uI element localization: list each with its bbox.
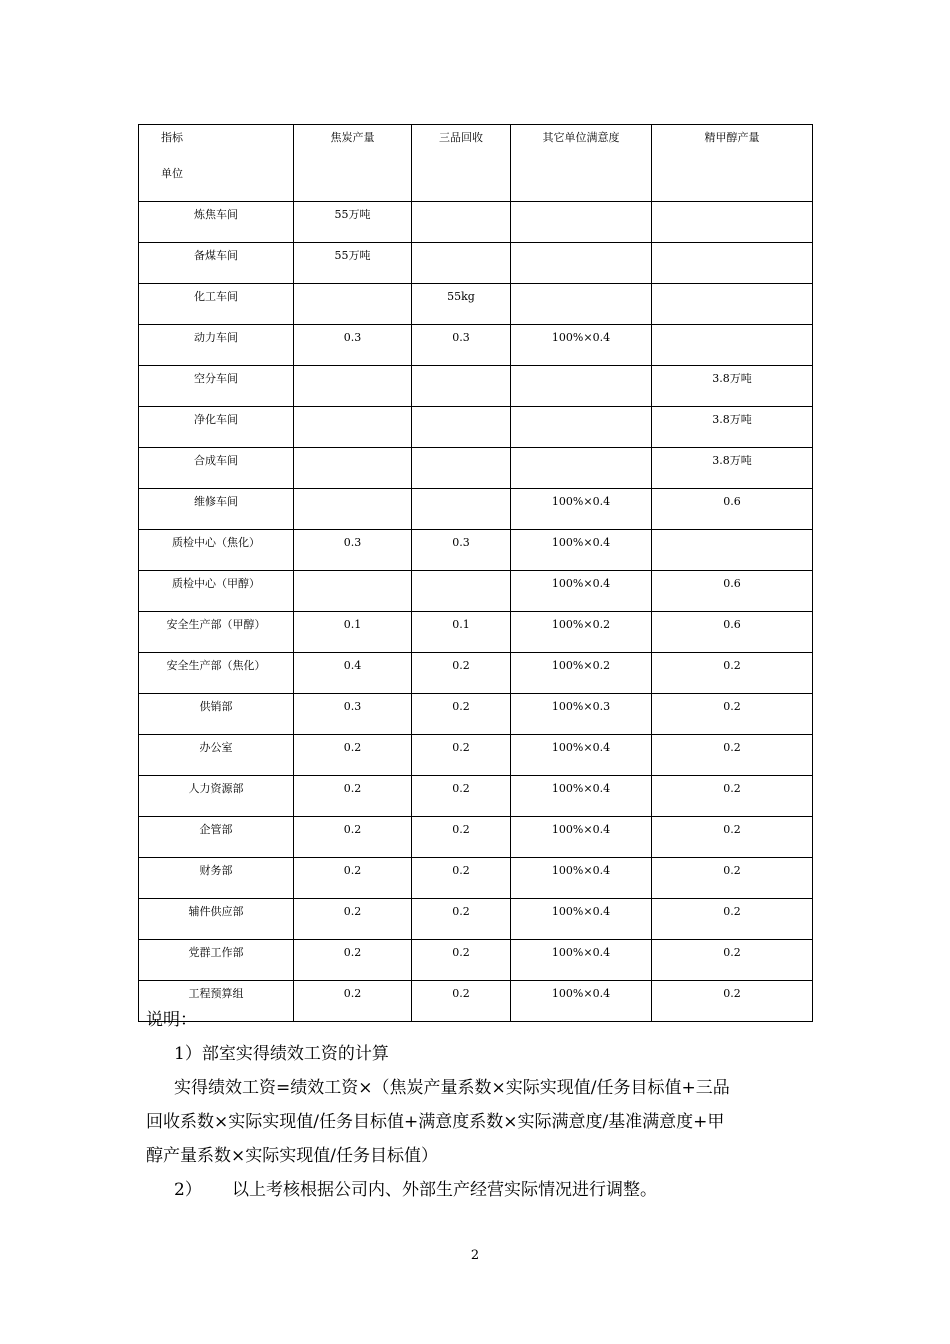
coke-output-cell: 0.2 [294, 940, 412, 981]
unit-name-cell: 供销部 [139, 694, 294, 735]
methanol-output-cell: 0.2 [652, 899, 813, 940]
unit-name-cell: 人力资源部 [139, 776, 294, 817]
recovery-cell [412, 202, 511, 243]
unit-name-cell: 安全生产部（甲醇） [139, 612, 294, 653]
header-satisfaction: 其它单位满意度 [511, 125, 652, 202]
unit-name-cell: 动力车间 [139, 325, 294, 366]
methanol-output-cell: 0.2 [652, 653, 813, 694]
coke-output-cell: 0.3 [294, 325, 412, 366]
coke-output-cell: 0.1 [294, 612, 412, 653]
unit-name-cell: 财务部 [139, 858, 294, 899]
unit-name-cell: 工程预算组 [139, 981, 294, 1022]
methanol-output-cell [652, 243, 813, 284]
recovery-cell [412, 489, 511, 530]
recovery-cell [412, 448, 511, 489]
methanol-output-cell: 0.2 [652, 940, 813, 981]
table-header-row [139, 125, 813, 202]
methanol-output-cell: 0.2 [652, 817, 813, 858]
methanol-output-cell [652, 284, 813, 325]
satisfaction-cell: 100%×0.4 [511, 899, 652, 940]
unit-name-cell: 化工车间 [139, 284, 294, 325]
recovery-cell: 55kg [412, 284, 511, 325]
satisfaction-cell: 100%×0.4 [511, 571, 652, 612]
methanol-output-cell: 0.2 [652, 858, 813, 899]
table-row [139, 940, 813, 981]
table-row [139, 366, 813, 407]
methanol-output-cell: 0.6 [652, 489, 813, 530]
coke-output-cell: 0.2 [294, 817, 412, 858]
table-row [139, 448, 813, 489]
table-row [139, 530, 813, 571]
recovery-cell: 0.2 [412, 653, 511, 694]
satisfaction-cell [511, 202, 652, 243]
notes-formula-line-2: 回收系数×实际实现值/任务目标值+满意度系数×实际满意度/基准满意度+甲 [146, 1112, 725, 1132]
table-row [139, 284, 813, 325]
unit-name-cell: 维修车间 [139, 489, 294, 530]
coke-output-cell: 55万吨 [294, 202, 412, 243]
unit-name-cell: 备煤车间 [139, 243, 294, 284]
notes-formula-line-3: 醇产量系数×实际实现值/任务目标值） [146, 1146, 438, 1166]
coke-output-cell: 0.2 [294, 981, 412, 1022]
table-row [139, 735, 813, 776]
satisfaction-cell: 100%×0.4 [511, 817, 652, 858]
header-indicator-label: 指标 [161, 131, 183, 144]
unit-name-cell: 质检中心（焦化） [139, 530, 294, 571]
satisfaction-cell [511, 243, 652, 284]
unit-name-cell: 净化车间 [139, 407, 294, 448]
satisfaction-cell: 100%×0.4 [511, 735, 652, 776]
header-coke-output: 焦炭产量 [294, 125, 412, 202]
methanol-output-cell: 0.2 [652, 776, 813, 817]
recovery-cell [412, 407, 511, 448]
recovery-cell: 0.2 [412, 694, 511, 735]
satisfaction-cell [511, 407, 652, 448]
coke-output-cell: 0.2 [294, 899, 412, 940]
table-row [139, 571, 813, 612]
notes-item-2-text: 以上考核根据公司内、外部生产经营实际情况进行调整。 [232, 1180, 657, 1200]
recovery-cell: 0.1 [412, 612, 511, 653]
recovery-cell: 0.3 [412, 325, 511, 366]
coke-output-cell: 0.2 [294, 735, 412, 776]
table-row [139, 325, 813, 366]
header-byproduct-recovery: 三品回收 [412, 125, 511, 202]
notes-formula-line-1: 实得绩效工资=绩效工资×（焦炭产量系数×实际实现值/任务目标值+三品 [174, 1078, 730, 1098]
satisfaction-cell: 100%×0.4 [511, 530, 652, 571]
notes-item-1-title: 1）部室实得绩效工资的计算 [174, 1044, 389, 1064]
satisfaction-cell: 100%×0.4 [511, 940, 652, 981]
methanol-output-cell [652, 530, 813, 571]
table-row [139, 694, 813, 735]
satisfaction-cell: 100%×0.4 [511, 776, 652, 817]
unit-name-cell: 辅件供应部 [139, 899, 294, 940]
header-unit-label: 单位 [161, 167, 183, 180]
recovery-cell [412, 571, 511, 612]
coke-output-cell: 0.3 [294, 530, 412, 571]
recovery-cell: 0.2 [412, 981, 511, 1022]
methanol-output-cell: 3.8万吨 [652, 448, 813, 489]
table-row [139, 407, 813, 448]
coke-output-cell [294, 407, 412, 448]
unit-name-cell: 空分车间 [139, 366, 294, 407]
coke-output-cell [294, 366, 412, 407]
satisfaction-cell: 100%×0.4 [511, 858, 652, 899]
table-row [139, 899, 813, 940]
recovery-cell: 0.2 [412, 817, 511, 858]
coke-output-cell [294, 448, 412, 489]
recovery-cell: 0.2 [412, 735, 511, 776]
notes-section [146, 1003, 816, 1207]
header-corner-cell [139, 125, 294, 202]
notes-item-2-number: 2） [174, 1180, 202, 1200]
satisfaction-cell: 100%×0.3 [511, 694, 652, 735]
table-row [139, 243, 813, 284]
coke-output-cell: 0.3 [294, 694, 412, 735]
table-row [139, 776, 813, 817]
coke-output-cell: 0.2 [294, 776, 412, 817]
unit-name-cell: 质检中心（甲醇） [139, 571, 294, 612]
unit-name-cell: 企管部 [139, 817, 294, 858]
satisfaction-cell: 100%×0.2 [511, 653, 652, 694]
satisfaction-cell [511, 366, 652, 407]
notes-heading: 说明： [146, 1010, 197, 1030]
methanol-output-cell: 3.8万吨 [652, 366, 813, 407]
table-row [139, 202, 813, 243]
methanol-output-cell: 0.2 [652, 735, 813, 776]
recovery-cell: 0.3 [412, 530, 511, 571]
table-row [139, 817, 813, 858]
satisfaction-cell: 100%×0.4 [511, 325, 652, 366]
table-row [139, 858, 813, 899]
methanol-output-cell [652, 325, 813, 366]
satisfaction-cell [511, 284, 652, 325]
satisfaction-cell: 100%×0.4 [511, 981, 652, 1022]
coke-output-cell: 0.2 [294, 858, 412, 899]
satisfaction-cell: 100%×0.2 [511, 612, 652, 653]
recovery-cell: 0.2 [412, 899, 511, 940]
recovery-cell [412, 366, 511, 407]
coke-output-cell [294, 571, 412, 612]
coke-output-cell: 0.4 [294, 653, 412, 694]
unit-name-cell: 安全生产部（焦化） [139, 653, 294, 694]
recovery-cell: 0.2 [412, 940, 511, 981]
coke-output-cell: 55万吨 [294, 243, 412, 284]
satisfaction-cell: 100%×0.4 [511, 489, 652, 530]
notes-item-2 [146, 1173, 816, 1207]
methanol-output-cell: 3.8万吨 [652, 407, 813, 448]
coke-output-cell [294, 489, 412, 530]
methanol-output-cell: 0.2 [652, 694, 813, 735]
methanol-output-cell [652, 202, 813, 243]
unit-name-cell: 办公室 [139, 735, 294, 776]
recovery-cell: 0.2 [412, 776, 511, 817]
table-row [139, 489, 813, 530]
methanol-output-cell: 0.6 [652, 571, 813, 612]
recovery-cell [412, 243, 511, 284]
methanol-output-cell: 0.6 [652, 612, 813, 653]
satisfaction-cell [511, 448, 652, 489]
performance-table [138, 124, 813, 1022]
unit-name-cell: 合成车间 [139, 448, 294, 489]
unit-name-cell: 党群工作部 [139, 940, 294, 981]
coke-output-cell [294, 284, 412, 325]
methanol-output-cell: 0.2 [652, 981, 813, 1022]
recovery-cell: 0.2 [412, 858, 511, 899]
table-row [139, 612, 813, 653]
unit-name-cell: 炼焦车间 [139, 202, 294, 243]
header-methanol-output: 精甲醇产量 [652, 125, 813, 202]
table-row [139, 653, 813, 694]
page-number: 2 [470, 1248, 480, 1263]
